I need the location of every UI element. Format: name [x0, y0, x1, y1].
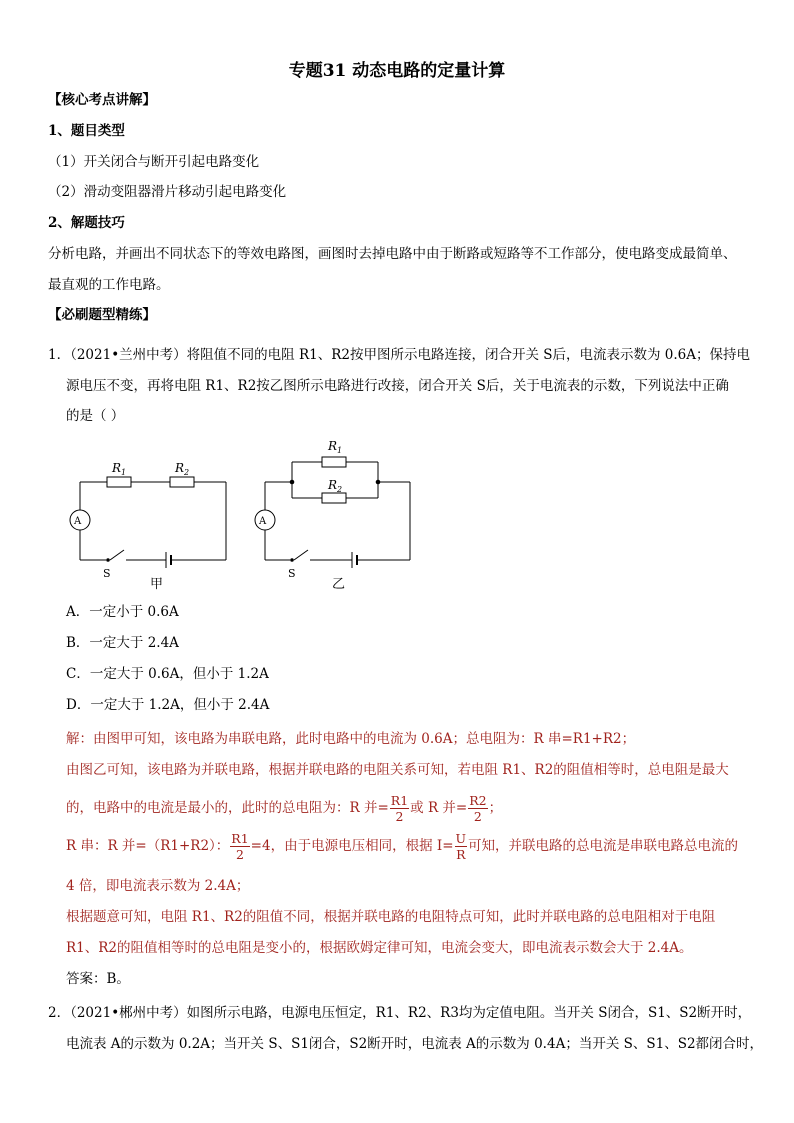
tip-text-line-2: 最直观的工作电路。	[48, 277, 170, 293]
fraction: $\frac{U}{R}$	[455, 831, 467, 862]
solution-line-2: 由图乙可知，该电路为并联电路，根据并联电路的电阻关系可知，若电阻 R1、R2的阻值相等时，总电阻是最大	[66, 762, 729, 778]
page-title: 专题31 动态电路的定量计算	[288, 61, 506, 81]
junction-dot	[290, 480, 295, 485]
r1-label-right: $R_1$	[328, 439, 343, 455]
fraction: $\frac{R1}{2}$	[231, 831, 249, 862]
resistor-r2-left	[170, 477, 194, 487]
question-1-line-2: 源电压不变，再将电阻 R1、R2按乙图所示电路进行改接，闭合开关 S后，关于电流表的示数，下列说法中正确	[66, 378, 729, 394]
caption-yi: 乙	[332, 577, 346, 592]
ammeter-label-right: A	[259, 516, 267, 527]
ammeter-label-left: A	[74, 516, 82, 527]
option-d: D．一定大于 1.2A，但小于 2.4A	[66, 697, 270, 713]
resistor-r1-left	[107, 477, 131, 487]
section-heading-core: 【核心考点讲解】	[48, 92, 156, 108]
resistor-r1-right	[322, 457, 346, 467]
fraction: $\frac{R1}{2}$	[390, 793, 409, 824]
section-heading-practice: 【必刷题型精练】	[48, 307, 156, 323]
solution-line-6: 根据题意可知，电阻 R1、R2的阻值不同，根据并联电路的电阻特点可知，此时并联电路的总电阻相对于电阻	[66, 909, 716, 925]
option-c: C．一定大于 0.6A，但小于 1.2A	[66, 666, 269, 682]
heading-question-types: 1、题目类型	[48, 123, 125, 139]
option-b: B．一定大于 2.4A	[66, 635, 179, 651]
circuit-figure	[60, 432, 440, 592]
type-item-2: （2）滑动变阻器滑片移动引起电路变化	[48, 184, 287, 200]
question-2-line-1: 2．（2021•郴州中考）如图所示电路，电源电压恒定，R1、R2、R3均为定值电阻。当开关 S闭合，S1、S2断开时，	[48, 1005, 752, 1021]
tip-text-line-1: 分析电路，并画出不同状态下的等效电路图，画图时去掉电路中由于断路或短路等不工作部分，使电路变成最简单、	[48, 246, 737, 262]
solution-line-5: 4 倍，即电流表示数为 2.4A；	[66, 878, 250, 894]
solution-line-3: 的，电路中的电流是最小的，此时的总电阻为：R 并= $\frac{R1}{2}$ 或 R 并= $\frac{R2}{2}$ ；	[66, 793, 503, 824]
switch-left	[110, 550, 124, 560]
r2-label-right: $R_2$	[328, 478, 343, 494]
fraction: $\frac{R2}{2}$	[469, 793, 487, 824]
solution-line-4: R 串：R 并=（R1+R2）： $\frac{R1}{2}$ =4，由于电源电压相同，根据 I= $\frac{U}{R}$ 可知，并联电路的总电流是串联电路总电流的	[66, 831, 739, 862]
question-1-line-3: 的是（ ）	[66, 408, 125, 424]
junction-dot	[376, 480, 381, 485]
answer-line: 答案：B。	[66, 971, 130, 987]
switch-label-left: S	[103, 567, 111, 580]
r2-label-left: $R_2$	[175, 461, 190, 477]
solution-line-1: 解：由图甲可知，该电路为串联电路，此时电路中的电流为 0.6A；总电阻为：R 串=R1+R2；	[66, 731, 636, 747]
r1-label-left: $R_1$	[112, 461, 127, 477]
type-item-1: （1）开关闭合与断开引起电路变化	[48, 154, 260, 170]
question-1-line-1: 1．（2021•兰州中考）将阻值不同的电阻 R1、R2按甲图所示电路连接，闭合开关 S后，电流表示数为 0.6A；保持电	[48, 347, 751, 363]
caption-jia: 甲	[150, 577, 164, 592]
option-a: A．一定小于 0.6A	[66, 604, 179, 620]
switch-right	[294, 550, 308, 560]
question-2-line-2: 电流表 A的示数为 0.2A；当开关 S、S1闭合，S2断开时，电流表 A的示数为 0.4A；当开关 S、S1、S2都闭合时，	[66, 1036, 764, 1052]
switch-label-right: S	[288, 567, 296, 580]
solution-line-7: R1、R2的阻值相等时的总电阻是变小的，根据欧姆定律可知，电流会变大，即电流表示数会大于 2.4A。	[66, 940, 693, 956]
heading-solving-tips: 2、解题技巧	[48, 215, 125, 231]
resistor-r2-right	[322, 493, 346, 503]
